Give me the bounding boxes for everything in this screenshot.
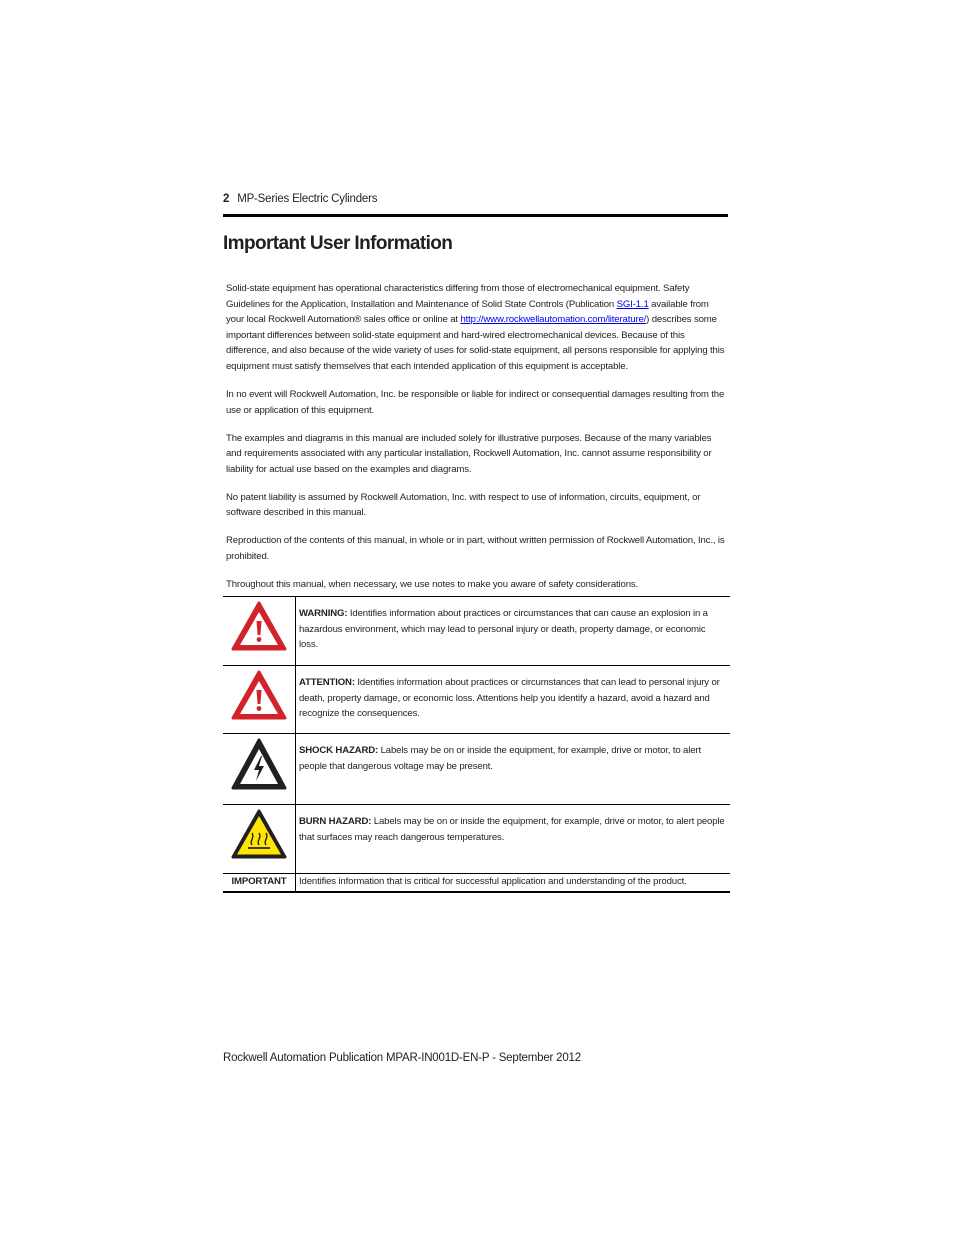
paragraph-3: The examples and diagrams in this manual are included solely for illustrative purposes. Because of the many variables and requirements associated with any particular installation, Rockwell Automation, Inc. cannot assume responsibility or liability for actual use based on the examples and diagrams. [226, 432, 712, 475]
warning-row [223, 597, 730, 666]
burn-hazard-label: BURN HAZARD: [299, 816, 372, 827]
warning-label: WARNING: [299, 608, 348, 619]
page-title: Important User Information [223, 233, 453, 254]
important-text: Identifies information that is critical for successful application and understanding of the product. [296, 874, 731, 893]
running-title: MP-Series Electric Cylinders [237, 193, 378, 205]
shock-hazard-text: Labels may be on or inside the equipment, for example, drive or motor, to alert people that dangerous voltage may be present. [299, 745, 701, 772]
paragraph-4: No patent liability is assumed by Rockwell Automation, Inc. with respect to use of information, circuits, equipment, or software described in this manual. [226, 491, 701, 519]
running-header [223, 193, 377, 205]
literature-link[interactable]: http://www.rockwellautomation.com/literature/ [460, 314, 647, 326]
page-footer: Rockwell Automation Publication MPAR-IN001D-EN-P - September 2012 [223, 1052, 581, 1064]
attention-label: ATTENTION: [299, 677, 355, 688]
shock-hazard-label: SHOCK HAZARD: [299, 745, 379, 756]
warning-text: Identifies information about practices or circumstances that can cause an explosion in a hazardous environment, which may lead to personal injury or death, property damage, or economic loss. [299, 608, 708, 651]
safety-notes-table [223, 596, 730, 893]
important-row [223, 874, 730, 893]
sgi-link[interactable]: SGI-1.1 [616, 298, 649, 310]
paragraph-6: Throughout this manual, when necessary, we use notes to make you aware of safety considerations. [226, 578, 639, 590]
paragraph-5: Reproduction of the contents of this manual, in whole or in part, without written permission of Rockwell Automation, Inc., is prohibited. [226, 535, 725, 562]
burn-hazard-icon [230, 808, 288, 860]
attention-triangle-icon [230, 669, 288, 721]
page-number: 2 [223, 193, 230, 205]
shock-hazard-icon [230, 737, 288, 791]
burn-hazard-row [223, 805, 730, 874]
shock-hazard-row [223, 734, 730, 805]
attention-row [223, 666, 730, 734]
paragraph-2: In no event will Rockwell Automation, Inc. be responsible or liable for indirect or consequential damages resulting from the use or application of this equipment. [226, 388, 725, 416]
important-label: IMPORTANT [223, 874, 296, 893]
paragraph-1: Solid-state equipment has operational characteristics differing from those of electromechanical equipment. Safety Guidelines for the Application, Installation and Maintenance of Solid State Controls (Publication SGI-1.1 available from your local Rockwell Automation® sales office or online at http://www.rockwellautomation.com/literature/) describes some important differences between solid-state equipment and hard-wired electromechanical devices. Because of this difference, and also because of the wide variety of uses for solid-state equipment, all persons responsible for applying this equipment must satisfy themselves that each intended application of this equipment is acceptable. [226, 283, 725, 372]
body-text [226, 281, 726, 605]
burn-hazard-text: Labels may be on or inside the equipment, for example, drive or motor, to alert people that surfaces may reach dangerous temperatures. [299, 816, 725, 843]
warning-triangle-icon [230, 600, 288, 652]
header-rule [223, 214, 728, 217]
attention-text: Identifies information about practices or circumstances that can lead to personal injury or death, property damage, or economic loss. Attentions help you identify a hazard, avoid a hazard and recognize the consequences. [299, 677, 720, 720]
